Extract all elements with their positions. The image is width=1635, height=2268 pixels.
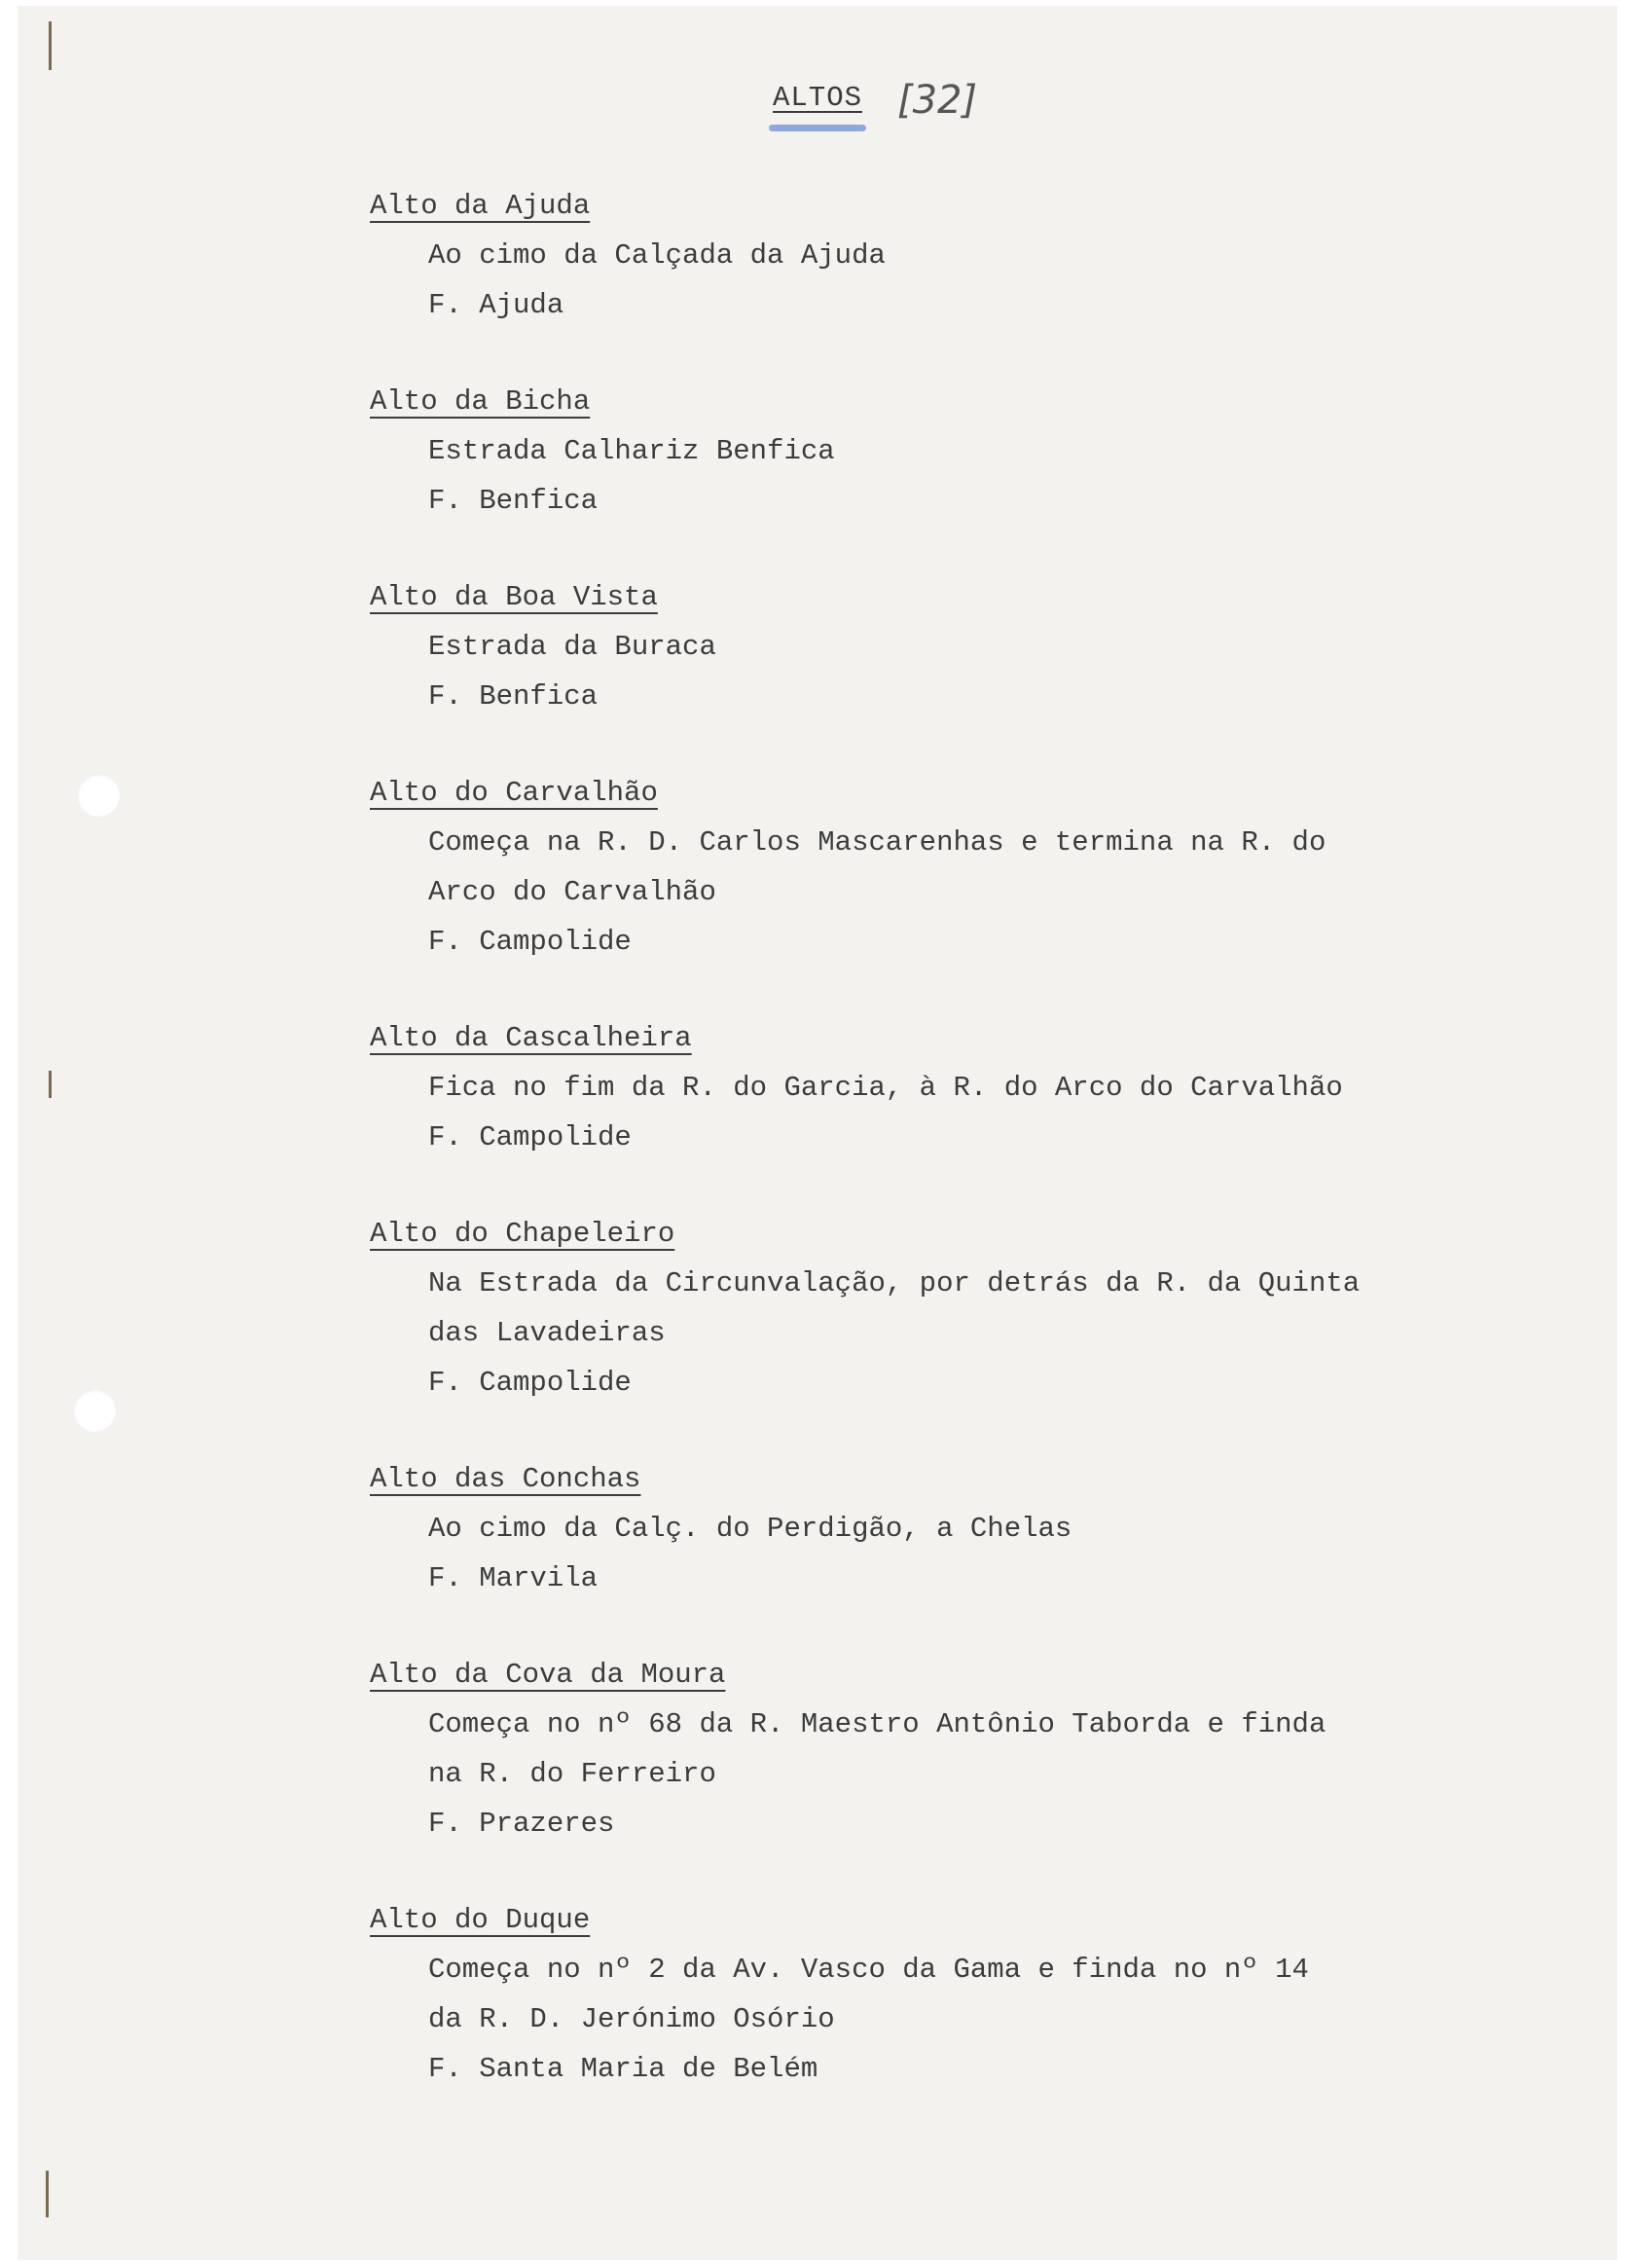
entry bbox=[370, 1896, 1360, 2094]
entry-title: Alto do Carvalhão bbox=[370, 777, 658, 809]
entry-list bbox=[370, 182, 1360, 2141]
entry-title: Alto da Ajuda bbox=[370, 190, 591, 222]
entry-line: Ao cimo da Calçada da Ajuda bbox=[428, 239, 886, 272]
entry-line: Ao cimo da Calç. do Perdigão, a Chelas bbox=[428, 1513, 1072, 1545]
entry-line: F. Prazeres bbox=[428, 1808, 615, 1840]
entry-line: F. Campolide bbox=[428, 1121, 632, 1153]
entry bbox=[370, 1210, 1360, 1408]
entry-title: Alto da Cova da Moura bbox=[370, 1659, 726, 1691]
entry-line: Estrada Calhariz Benfica bbox=[428, 435, 835, 467]
entry-line: F. Santa Maria de Belém bbox=[428, 2053, 818, 2085]
entry bbox=[370, 378, 1360, 526]
entry-title: Alto das Conchas bbox=[370, 1463, 641, 1495]
entry-line: Começa no nº 2 da Av. Vasco da Gama e finda no nº 14 bbox=[428, 1954, 1309, 1986]
entry-line: Estrada da Buraca bbox=[428, 631, 716, 663]
entry-line: Começa na R. D. Carlos Mascarenhas e termina na R. do bbox=[428, 826, 1326, 859]
entry-line: F. Benfica bbox=[428, 680, 599, 713]
entry-line: Fica no fim da R. do Garcia, à R. do Arco do Carvalhão bbox=[428, 1072, 1343, 1104]
entry bbox=[370, 1455, 1360, 1603]
entry-title: Alto do Chapeleiro bbox=[370, 1218, 675, 1250]
punch-hole-bottom bbox=[73, 1389, 116, 1432]
entry-line: F. Campolide bbox=[428, 926, 632, 958]
edge-mark-middle bbox=[49, 1071, 52, 1098]
entry-line: F. Campolide bbox=[428, 1367, 632, 1399]
entry-line: F. Marvila bbox=[428, 1562, 599, 1594]
entry-title: Alto do Duque bbox=[370, 1904, 591, 1936]
entry bbox=[370, 769, 1360, 967]
highlight-mark bbox=[769, 125, 866, 131]
entry bbox=[370, 182, 1360, 330]
entry-title: Alto da Cascalheira bbox=[370, 1022, 692, 1054]
page-title: ALTOS bbox=[773, 82, 862, 114]
entry-title: Alto da Bicha bbox=[370, 385, 591, 418]
entry-line: Na Estrada da Circunvalação, por detrás da R. da Quinta bbox=[428, 1267, 1361, 1299]
entry-line: na R. do Ferreiro bbox=[428, 1758, 716, 1790]
entry-line: das Lavadeiras bbox=[428, 1317, 666, 1349]
entry bbox=[370, 1651, 1360, 1848]
edge-mark-bottom bbox=[46, 2171, 49, 2217]
page-header bbox=[0, 82, 1635, 114]
page-number: [32] bbox=[897, 78, 978, 123]
entry-line: Arco do Carvalhão bbox=[428, 876, 716, 908]
entry-line: Começa no nº 68 da R. Maestro Antônio Taborda e finda bbox=[428, 1708, 1326, 1740]
entry-line: F. Benfica bbox=[428, 485, 599, 517]
entry bbox=[370, 1014, 1360, 1162]
entry-title: Alto da Boa Vista bbox=[370, 581, 658, 613]
punch-hole-top bbox=[77, 774, 120, 817]
entry-line: da R. D. Jerónimo Osório bbox=[428, 2003, 835, 2035]
edge-mark-top bbox=[49, 21, 52, 70]
entry-line: F. Ajuda bbox=[428, 289, 564, 321]
entry bbox=[370, 573, 1360, 721]
